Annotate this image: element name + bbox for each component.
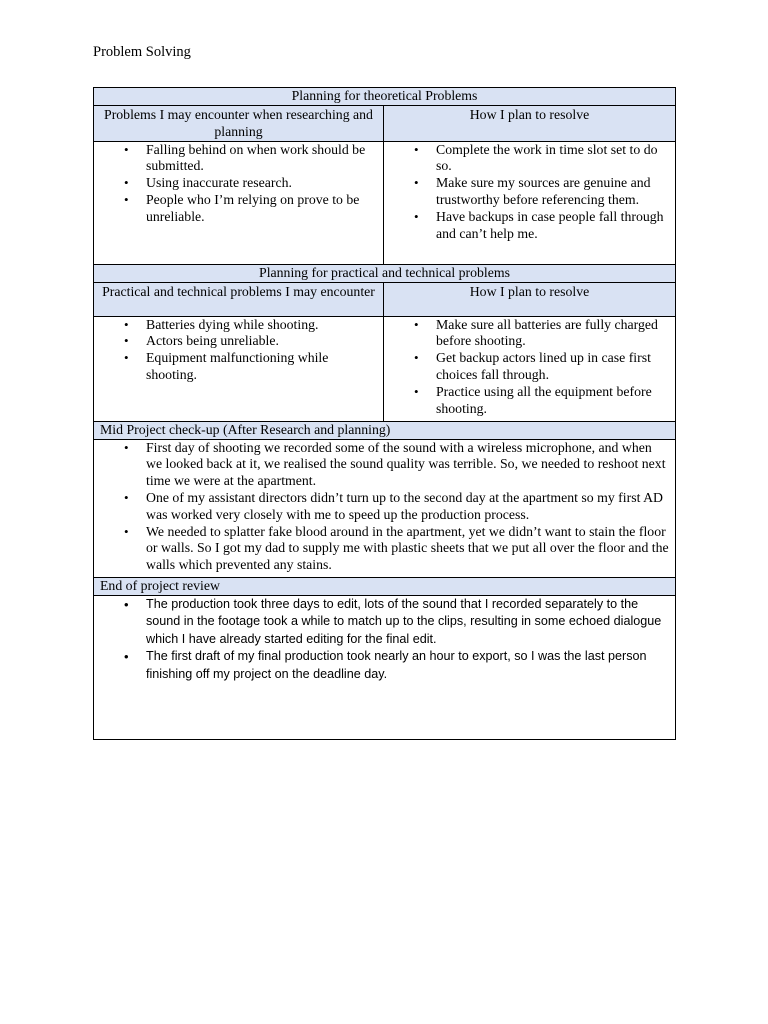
- list-item: • One of my assistant directors didn’t turn up to the second day at the apartment so my first AD was worked very closely with me to speed up the production process.: [94, 490, 675, 524]
- end-review-heading: End of project review: [94, 577, 676, 595]
- list-item: • Actors being unreliable.: [94, 333, 383, 350]
- theoretical-resolve-header: How I plan to resolve: [384, 106, 676, 142]
- mid-project-cell: [94, 439, 676, 577]
- list-item: • Get backup actors lined up in case first choices fall through.: [384, 350, 675, 384]
- practical-heading: Planning for practical and technical problems: [94, 264, 676, 282]
- page-title: Problem Solving: [93, 44, 191, 60]
- list-item: • The production took three days to edit, lots of the sound that I recorded separately to the sound in the footage took a while to match up to the clips, resulting in some echoed dialogue which I have already started editing for the final edit.: [94, 596, 675, 649]
- list-item: • Make sure all batteries are fully charged before shooting.: [384, 317, 675, 351]
- list-item: • Using inaccurate research.: [94, 175, 383, 192]
- list-item: • The first draft of my final production took nearly an hour to export, so I was the last person finishing off my project on the deadline day.: [94, 648, 675, 683]
- theoretical-resolutions-cell: [384, 141, 676, 264]
- list-item: • Complete the work in time slot set to do so.: [384, 142, 675, 176]
- practical-problems-header: Practical and technical problems I may encounter: [94, 282, 384, 316]
- practical-problems-cell: [94, 316, 384, 421]
- list-item: • Batteries dying while shooting.: [94, 317, 383, 334]
- practical-resolutions-cell: [384, 316, 676, 421]
- theoretical-problems-header: Problems I may encounter when researching and planning: [94, 106, 384, 142]
- list-item: • First day of shooting we recorded some of the sound with a wireless microphone, and when we looked back at it, we realised the sound quality was terrible. So, we needed to reshoot next time we were at the apartment.: [94, 440, 675, 490]
- list-item: • Have backups in case people fall through and can’t help me.: [384, 209, 675, 243]
- practical-resolve-header: How I plan to resolve: [384, 282, 676, 316]
- theoretical-problems-cell: [94, 141, 384, 264]
- list-item: • We needed to splatter fake blood around in the apartment, yet we didn’t want to stain the floor or walls. So I got my dad to supply me with plastic sheets that we put all over the floor and the walls which prevented any stains.: [94, 524, 675, 574]
- theoretical-heading: Planning for theoretical Problems: [94, 88, 676, 106]
- list-item: • Equipment malfunctioning while shooting.: [94, 350, 383, 384]
- list-item: • Practice using all the equipment before shooting.: [384, 384, 675, 418]
- mid-project-heading: Mid Project check-up (After Research and planning): [94, 421, 676, 439]
- list-item: • Falling behind on when work should be submitted.: [94, 142, 383, 176]
- problem-solving-table: [93, 87, 676, 740]
- list-item: • People who I’m relying on prove to be unreliable.: [94, 192, 383, 226]
- end-review-cell: [94, 595, 676, 739]
- list-item: • Make sure my sources are genuine and trustworthy before referencing them.: [384, 175, 675, 209]
